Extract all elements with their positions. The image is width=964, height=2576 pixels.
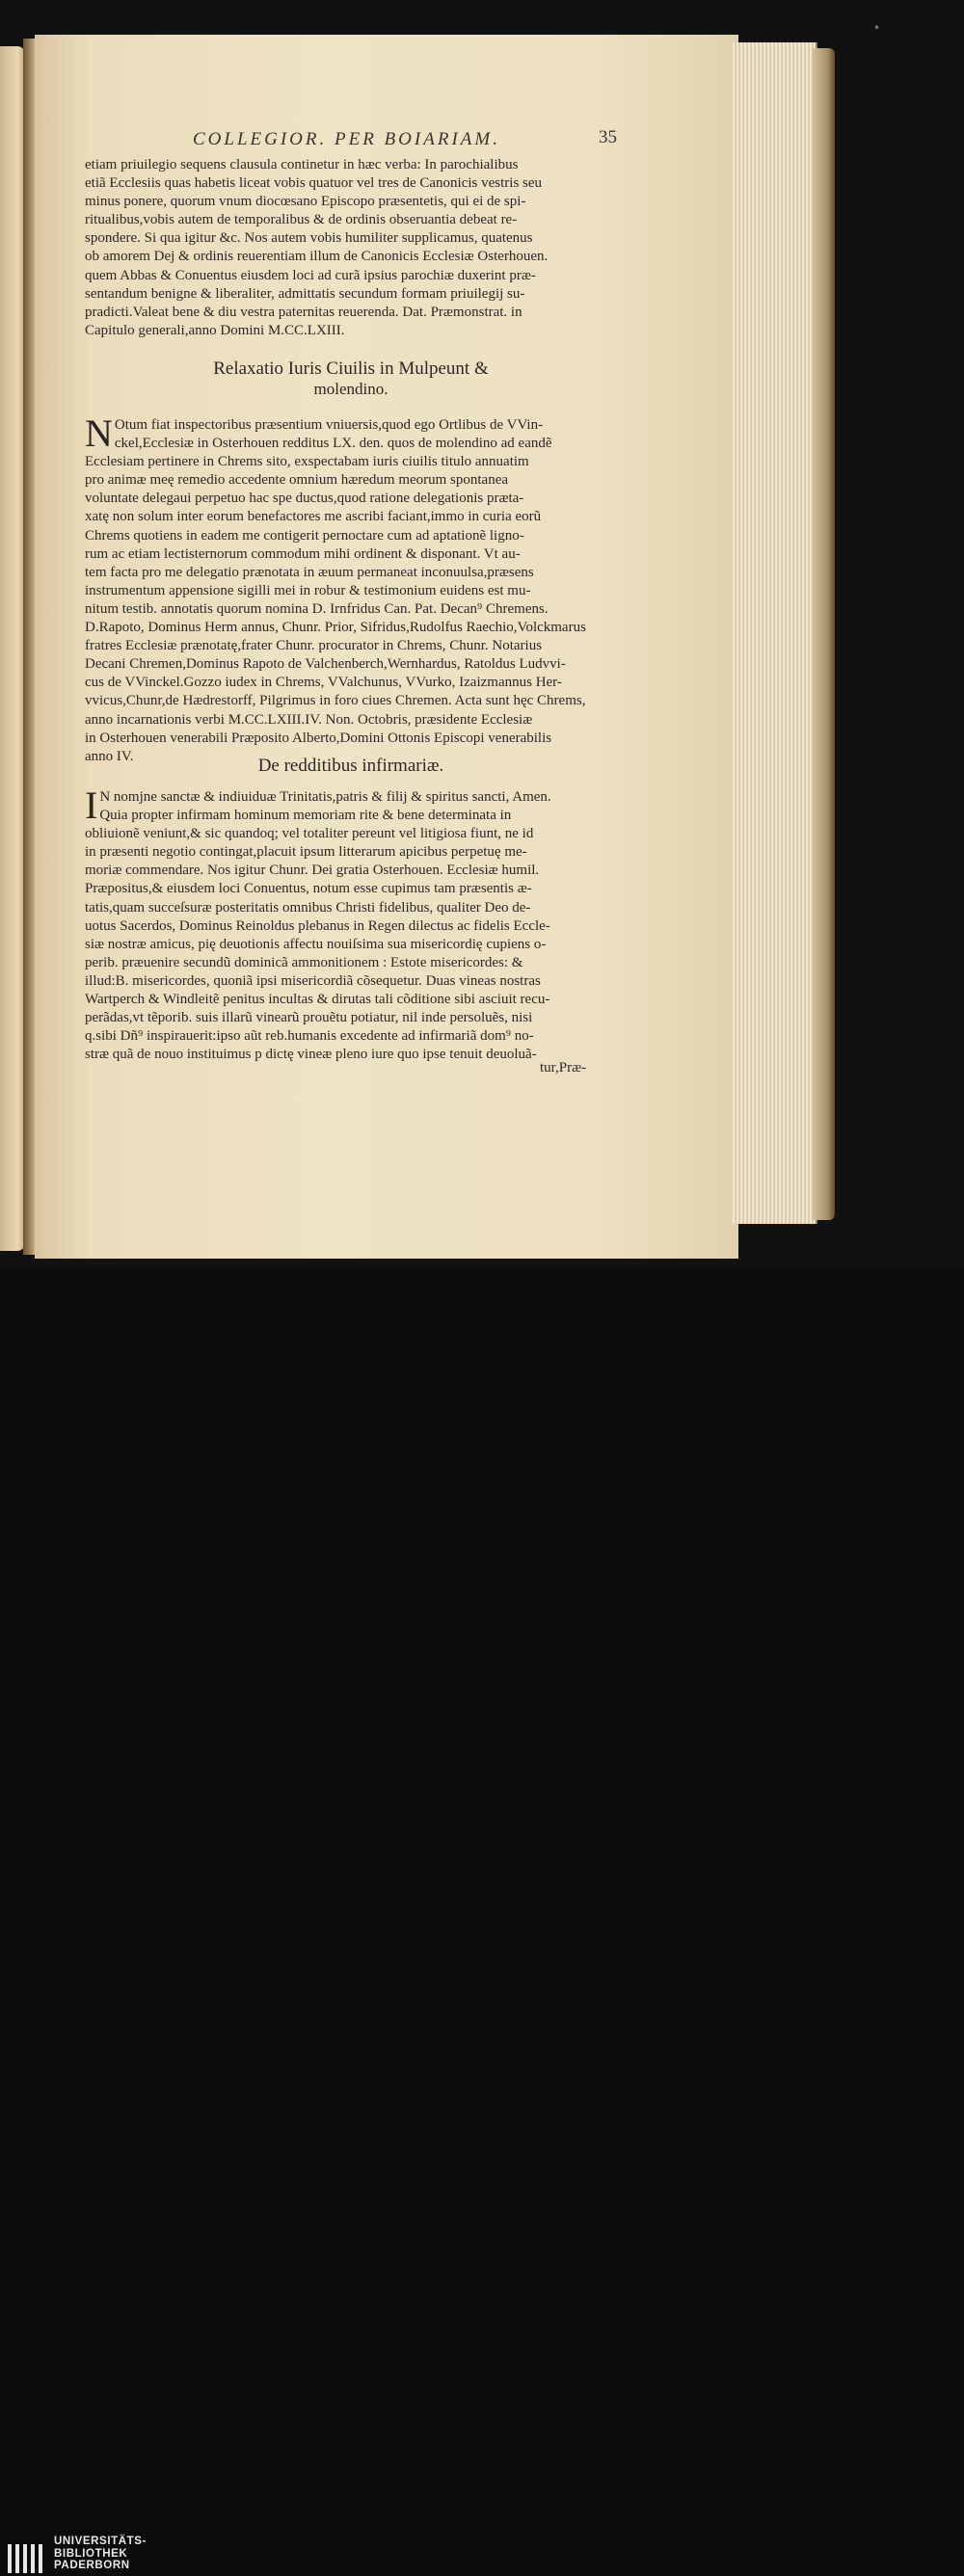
text-line: cus de VVinckel.Gozzo iudex in Chrems, VValchunus, VVurko, Izaizmannus Her- (85, 675, 562, 691)
text-line: rum ac etiam lectisternorum commodum mihi ordinent & disponant. Vt au- (85, 545, 521, 562)
paragraph-relaxatio (85, 412, 617, 766)
section-heading-infirmariae: De redditibus infirmariæ. (257, 756, 444, 776)
page-header (193, 129, 617, 152)
text-line: pradicti.Valeat bene & diu vestra paternitas reuerenda. Dat. Præmonstrat. in (85, 304, 522, 320)
text-line: instrumentum appensione sigilli mei in robur & testimonium euidens est mu- (85, 582, 531, 598)
catchword: tur,Præ- (540, 1060, 587, 1076)
paragraph-privilege (85, 156, 617, 340)
running-head: COLLEGIOR. PER BOIARIAM. (193, 129, 500, 149)
text-line: Wartperch & Windleitẽ penitus incultas & dirutas tali cõditione sibi asciuit recu- (85, 992, 550, 1008)
text-line: Ecclesiam pertinere in Chrems sito, exspectabam iuris ciuilis titulo annuatim (85, 454, 529, 470)
drop-capital: I (85, 783, 98, 827)
paragraph-infirmariae (85, 783, 617, 1064)
text-line: ritualibus,vobis autem de temporalibus & de ordinis obseruantia debeat re- (85, 212, 518, 228)
text-line: N nomjne sanctæ & indiuiduæ Trinitatis,patris & filij & spiritus sancti, Amen. (99, 789, 551, 805)
text-line: sentandum benigne & liberaliter, admittatis secundum formam priuilegij su- (85, 285, 525, 302)
text-line: in Osterhouen venerabili Præposito Alberto,Domini Ottonis Episcopi venerabilis (85, 730, 552, 746)
text-line: anno IV. (85, 748, 134, 764)
text-line: perãdas,vt tẽporib. suis illarũ vinearũ prouẽtu potiatur, nil inde persoluẽs, nisi (85, 1010, 533, 1026)
text-line: pro animæ meę remedio accedente omnium hæredum meorum spontanea (85, 472, 509, 489)
text-line: Chrems quotiens in eadem me contigerit pernoctare cum ad aptationẽ ligno- (85, 527, 524, 544)
text-line: in præsenti negotio contingat,placuit ipsum litterarum apicibus perpetuę me- (85, 844, 527, 861)
text-line: moriæ commendare. Nos igitur Chunr. Dei gratia Osterhouen. Ecclesiæ humil. (85, 863, 540, 879)
library-name-line: UNIVERSITÄTS- (54, 2536, 147, 2547)
text-line: ckel,Ecclesiæ in Osterhouen redditus LX. den. quos de molendino ad eandẽ (114, 436, 552, 452)
text-line: minus ponere, quorum vnum diocœsano Episcopo præsentetis, qui ei de spi- (85, 194, 526, 210)
text-line: obliuionẽ veniunt,& sic quandoq; vel totaliter pereunt vel litigiosa fiunt, ne id (85, 826, 534, 842)
text-line: tatis,quam succeſsuræ posteritatis omnibus Christi fidelibus, qualiter Deo de- (85, 899, 531, 916)
text-line: vvicus,Chunr,de Hædrestorff, Pilgrimus in foro ciues Chremen. Acta sunt hęc Chrems, (85, 693, 586, 709)
text-line: tem facta pro me delegatio prænotata in æuum permaneat inconuulsa,præsens (85, 564, 534, 580)
heading-line: molendino. (313, 380, 388, 398)
text-line: uotus Sacerdos, Dominus Reinoldus plebanus in Regen dilectus ac fidelis Eccle- (85, 917, 550, 934)
text-line: D.Rapoto, Dominus Herm annus, Chunr. Prior, Sifridus,Rudolfus Raechio,Volckmarus (85, 620, 586, 636)
text-line: etiam priuilegio sequens clausula continetur in hæc verba: In parochialibus (85, 157, 519, 173)
page-scan (0, 0, 964, 1267)
text-line: ob amorem Dej & ordinis reuerentiam illum de Canonicis Ecclesiæ Osterhouen. (85, 249, 549, 265)
text-line: Capitulo generali,anno Domini M.CC.LXIII. (85, 322, 345, 338)
text-line: stræ quã de nouo instituimus p dictę vineæ pleno iure quo ipse tenuit deuoluã- (85, 1047, 537, 1063)
heading-line: Relaxatio Iuris Ciuilis in Mulpeunt & (213, 359, 489, 379)
text-line: siæ nostræ amicus, pię deuotionis affectu nouiſsima sua misericordię cupiens o- (85, 936, 547, 952)
library-footer (0, 1267, 964, 2571)
page-number: 35 (599, 127, 617, 147)
library-logo-icon (6, 2541, 48, 2576)
text-line: Quia propter infirmam hominum memoriam rite & bene determinata in (99, 808, 512, 824)
library-name-line: PADERBORN (54, 2560, 130, 2571)
text-line: perib. præuenire secundũ dominicã ammonitionem : Estote misericordes: & (85, 954, 523, 970)
section-heading-relaxatio (85, 359, 617, 399)
drop-capital: N (85, 412, 113, 455)
left-page-edge (0, 46, 25, 1251)
text-line: etiã Ecclesiis quas habetis liceat vobis quatuor vel tres de Canonicis vestris seu (85, 175, 543, 192)
text-line: voluntate delegaui perpetuo hac spe ductus,quod ratione delegationis præta- (85, 491, 524, 507)
library-name-line: BIBLIOTHEK (54, 2547, 128, 2560)
page-fore-edge (733, 42, 817, 1224)
text-line: spondere. Si qua igitur &c. Nos autem vobis humiliter supplicamus, quatenus (85, 230, 533, 247)
library-name (54, 2536, 147, 2572)
text-line: xatę non solum inter eorum benefactores me ascribi faciant,immo in curia eorũ (85, 509, 542, 525)
text-line: nitum testib. annotatis quorum nomina D. Irnfridus Can. Pat. Decan⁹ Chremens. (85, 600, 549, 617)
text-line: Præpositus,& eiusdem loci Conuentus, notum esse cupimus tam præsentis æ- (85, 881, 532, 897)
book-cover-edge (812, 48, 835, 1220)
text-line: fratres Ecclesiæ prænotatę,frater Chunr. procurator in Chrems, Chunr. Notarius (85, 638, 543, 654)
text-line: anno incarnationis verbi M.CC.LXIII.IV. Non. Octobris, præsidente Ecclesiæ (85, 711, 533, 728)
text-line: Otum fiat inspectoribus præsentium vniuersis,quod ego Ortlibus de VVin- (114, 417, 544, 433)
text-line: Decani Chremen,Dominus Rapoto de Valchenberch,Wernhardus, Ratoldus Ludvvi- (85, 656, 566, 673)
text-line: illud:B. misericordes, quoniã ipsi misericordiã cõsequetur. Duas vineas nostras (85, 972, 541, 989)
text-line: quem Abbas & Conuentus eiusdem loci ad curã ipsius parochiæ duxerint præ- (85, 267, 536, 283)
corner-mark: • (873, 21, 881, 35)
text-line: q.sibi Dñ⁹ inspirauerit:ipso aũt reb.humanis excedente ad infirmariã dom⁹ no- (85, 1028, 534, 1045)
